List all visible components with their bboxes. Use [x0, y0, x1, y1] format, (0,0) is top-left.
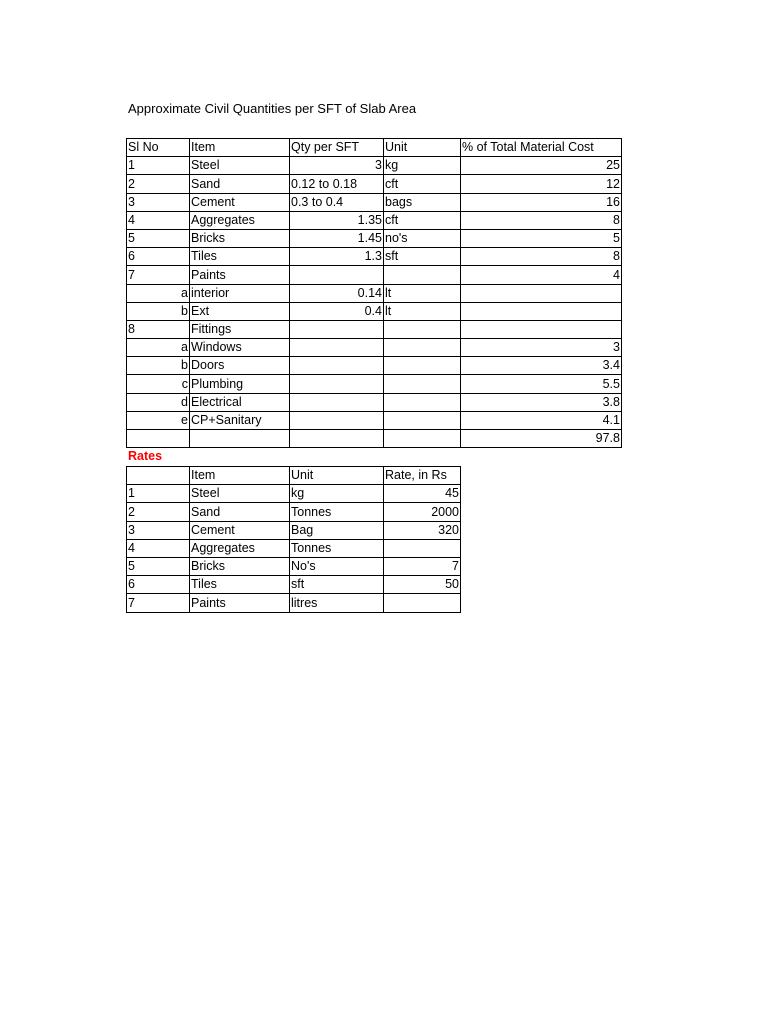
cell: 45: [384, 485, 461, 503]
cell: 2: [127, 503, 190, 521]
cell: Steel: [190, 485, 290, 503]
cell: [290, 339, 384, 357]
cell: c: [127, 375, 190, 393]
cell: 3: [127, 521, 190, 539]
cell: 50: [384, 576, 461, 594]
quantities-row: [127, 302, 622, 320]
cell: Cement: [190, 521, 290, 539]
cell: [384, 320, 461, 338]
header-cell: Qty per SFT: [290, 139, 384, 157]
cell: [384, 393, 461, 411]
cell: 0.4: [290, 302, 384, 320]
cell: 3: [290, 157, 384, 175]
cell: d: [127, 393, 190, 411]
rates-table: [126, 466, 461, 613]
cell: 1: [127, 485, 190, 503]
cell: [127, 430, 190, 448]
cell: kg: [384, 157, 461, 175]
cell: Paints: [190, 266, 290, 284]
rates-label: Rates: [128, 449, 163, 463]
cell: 8: [127, 320, 190, 338]
cell: Windows: [190, 339, 290, 357]
rates-row: [127, 485, 461, 503]
cell: Bag: [290, 521, 384, 539]
cell: 1.35: [290, 211, 384, 229]
cell: b: [127, 357, 190, 375]
quantities-row: [127, 357, 622, 375]
cell: 5: [127, 557, 190, 575]
cell: Sand: [190, 175, 290, 193]
cell: 8: [461, 248, 622, 266]
cell: lt: [384, 284, 461, 302]
header-cell: Sl No: [127, 139, 190, 157]
cell: Steel: [190, 157, 290, 175]
quantities-row: [127, 320, 622, 338]
quantities-row: [127, 393, 622, 411]
cell: 0.14: [290, 284, 384, 302]
rates-row: [127, 503, 461, 521]
cell: 8: [461, 211, 622, 229]
cell: Tonnes: [290, 503, 384, 521]
cell: Aggregates: [190, 539, 290, 557]
cell: interior: [190, 284, 290, 302]
cell: 2: [127, 175, 190, 193]
cell: [461, 284, 622, 302]
quantities-row: [127, 157, 622, 175]
cell: sft: [384, 248, 461, 266]
rates-row: [127, 594, 461, 612]
cell: [384, 357, 461, 375]
cell: Electrical: [190, 393, 290, 411]
cell: [290, 375, 384, 393]
cell: 0.3 to 0.4: [290, 193, 384, 211]
cell: 25: [461, 157, 622, 175]
cell: 4: [127, 211, 190, 229]
cell: Aggregates: [190, 211, 290, 229]
cell: [461, 320, 622, 338]
cell: 97.8: [461, 430, 622, 448]
cell: litres: [290, 594, 384, 612]
quantities-row: [127, 193, 622, 211]
cell: [290, 320, 384, 338]
rates-row: [127, 576, 461, 594]
quantities-row: [127, 229, 622, 247]
cell: Bricks: [190, 229, 290, 247]
quantities-row: [127, 266, 622, 284]
sheet-title: Approximate Civil Quantities per SFT of Slab Area: [128, 101, 417, 116]
cell: Plumbing: [190, 375, 290, 393]
rates-header-row: [127, 467, 461, 485]
cell: 320: [384, 521, 461, 539]
cell: Doors: [190, 357, 290, 375]
quantities-row: [127, 339, 622, 357]
cell: 3.8: [461, 393, 622, 411]
cell: Tiles: [190, 248, 290, 266]
cell: [290, 393, 384, 411]
cell: a: [127, 284, 190, 302]
cell: 3: [127, 193, 190, 211]
cell: [384, 266, 461, 284]
cell: Sand: [190, 503, 290, 521]
rates-row: [127, 539, 461, 557]
cell: sft: [290, 576, 384, 594]
header-cell: [127, 467, 190, 485]
cell: No's: [290, 557, 384, 575]
cell: [384, 375, 461, 393]
cell: 4: [461, 266, 622, 284]
cell: [290, 266, 384, 284]
cell: cft: [384, 175, 461, 193]
header-cell: Unit: [384, 139, 461, 157]
cell: 6: [127, 248, 190, 266]
cell: 7: [127, 594, 190, 612]
quantities-row: [127, 175, 622, 193]
rates-row: [127, 557, 461, 575]
cell: Cement: [190, 193, 290, 211]
cell: 5: [127, 229, 190, 247]
cell: [384, 430, 461, 448]
cell: lt: [384, 302, 461, 320]
cell: 1: [127, 157, 190, 175]
cell: [384, 539, 461, 557]
cell: kg: [290, 485, 384, 503]
cell: a: [127, 339, 190, 357]
header-cell: Item: [190, 467, 290, 485]
cell: Fittings: [190, 320, 290, 338]
cell: [384, 339, 461, 357]
cell: 1.3: [290, 248, 384, 266]
cell: 5.5: [461, 375, 622, 393]
cell: [290, 411, 384, 429]
cell: e: [127, 411, 190, 429]
header-cell: Item: [190, 139, 290, 157]
header-cell: % of Total Material Cost: [461, 139, 622, 157]
cell: [384, 594, 461, 612]
quantities-table: [126, 138, 622, 448]
cell: [290, 430, 384, 448]
cell: Tiles: [190, 576, 290, 594]
quantities-header-row: [127, 139, 622, 157]
cell: 3: [461, 339, 622, 357]
cell: bags: [384, 193, 461, 211]
cell: Tonnes: [290, 539, 384, 557]
cell: 6: [127, 576, 190, 594]
quantities-row: [127, 211, 622, 229]
cell: 4.1: [461, 411, 622, 429]
cell: [290, 357, 384, 375]
cell: CP+Sanitary: [190, 411, 290, 429]
header-cell: Rate, in Rs: [384, 467, 461, 485]
cell: no's: [384, 229, 461, 247]
quantities-row: [127, 430, 622, 448]
cell: 12: [461, 175, 622, 193]
cell: 16: [461, 193, 622, 211]
cell: 1.45: [290, 229, 384, 247]
cell: Ext: [190, 302, 290, 320]
cell: 4: [127, 539, 190, 557]
cell: 7: [127, 266, 190, 284]
cell: [384, 411, 461, 429]
cell: 2000: [384, 503, 461, 521]
cell: 0.12 to 0.18: [290, 175, 384, 193]
quantities-row: [127, 284, 622, 302]
cell: 7: [384, 557, 461, 575]
quantities-row: [127, 411, 622, 429]
quantities-row: [127, 248, 622, 266]
cell: b: [127, 302, 190, 320]
cell: 3.4: [461, 357, 622, 375]
header-cell: Unit: [290, 467, 384, 485]
cell: Bricks: [190, 557, 290, 575]
cell: cft: [384, 211, 461, 229]
rates-row: [127, 521, 461, 539]
cell: 5: [461, 229, 622, 247]
cell: [190, 430, 290, 448]
cell: [461, 302, 622, 320]
quantities-row: [127, 375, 622, 393]
cell: Paints: [190, 594, 290, 612]
